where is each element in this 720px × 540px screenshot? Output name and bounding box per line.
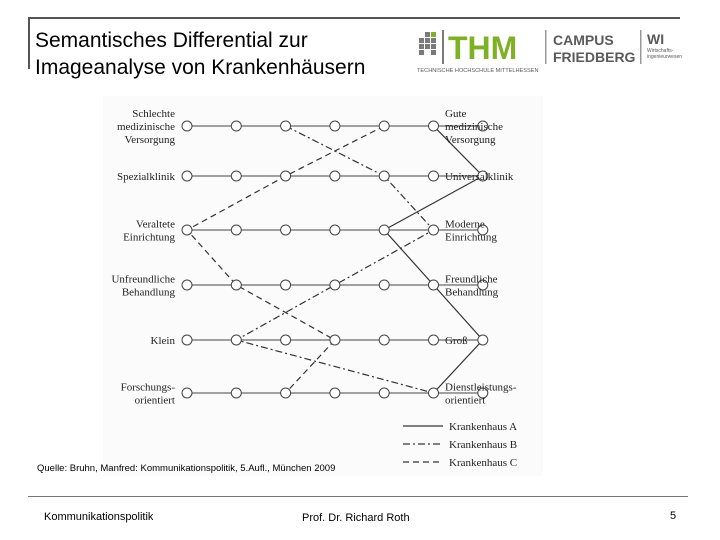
left-pole-label: Spezialklinik [116,171,175,183]
wi-subtitle-2: ingenieurwesen [647,54,683,60]
thm-dot-grid-icon [419,32,436,55]
source-citation: Quelle: Bruhn, Manfred: Kommunikationspolitik, 5.Aufl., München 2009 [37,463,336,474]
scale-point [231,225,241,235]
scale-point [281,388,291,398]
right-pole-label: medizinische [445,121,504,133]
left-pole-label: Behandlung [121,286,175,299]
scale-point [429,171,439,181]
left-pole-label: Versorgung [124,134,175,146]
left-pole-label: Einrichtung [123,231,175,244]
left-pole-label: Veraltete [135,218,175,231]
left-pole-label: Klein [150,335,175,347]
scale-point [281,225,291,235]
left-pole-label: Schlechte [132,108,175,120]
scale-point [429,280,439,290]
scale-point [478,335,488,345]
right-pole-label: Behandlung [445,286,499,299]
footer-course-title: Kommunikationspolitik [44,511,154,523]
semantic-differential-diagram [103,96,543,476]
scale-point [231,335,241,345]
scale-point [182,388,192,398]
friedberg-label: FRIEDBERG [553,49,636,65]
right-pole-label: Moderne [445,218,485,231]
scale-point [281,335,291,345]
right-pole-label: Freundliche [445,273,498,286]
scale-point [330,280,340,290]
right-pole-label: Dienstleistungs- [445,381,517,394]
footer-author: Prof. Dr. Richard Roth [302,512,410,524]
scale-point [429,388,439,398]
scale-point [231,171,241,181]
scale-point [429,225,439,235]
page-number: 5 [670,510,677,522]
scale-point [281,280,291,290]
scale-point [429,335,439,345]
right-pole-label: Versorgung [445,134,496,146]
scale-point [330,335,340,345]
scale-point [429,121,439,131]
thm-subtitle: TECHNISCHE HOCHSCHULE MITTELHESSEN [417,68,539,74]
scale-point [379,388,389,398]
scale-point [330,171,340,181]
scale-point [379,121,389,131]
left-pole-label: orientiert [134,394,175,407]
scale-point [379,171,389,181]
thm-wordmark: THM [448,30,518,66]
wi-subtitle-1: Wirtschafts- [647,48,674,54]
legend-label: Krankenhaus A [449,421,518,433]
header-rule [405,17,680,19]
footer-rule [28,496,688,497]
scale-point [231,388,241,398]
scale-point [182,280,192,290]
right-pole-label: Einrichtung [445,231,497,244]
scale-point [330,225,340,235]
thm-logo [415,28,695,78]
page-title [35,27,365,81]
scale-point [231,280,241,290]
left-pole-label: Unfreundliche [111,273,175,286]
scale-point [330,121,340,131]
right-pole-label: Universalklinik [445,171,514,183]
scale-point [182,225,192,235]
left-pole-label: medizinische [116,121,175,133]
legend-label: Krankenhaus B [449,439,518,451]
wi-label: WI [647,31,665,47]
scale-point [379,225,389,235]
scale-point [182,121,192,131]
title-line-2: Imageanalyse von Krankenhäusern [35,56,366,79]
legend-label: Krankenhaus C [449,457,518,469]
scale-point [231,121,241,131]
campus-label: CAMPUS [553,32,614,48]
scale-point [379,280,389,290]
scale-point [182,171,192,181]
right-pole-label: Gute [445,108,467,120]
title-line-1: Semantisches Differential zur [35,29,308,52]
right-pole-label: Groß [445,335,468,347]
scale-point [281,121,291,131]
scale-point [281,171,291,181]
right-pole-label: orientiert [445,394,486,407]
scale-point [379,335,389,345]
scale-point [330,388,340,398]
scale-point [182,335,192,345]
left-pole-label: Forschungs- [120,381,175,394]
